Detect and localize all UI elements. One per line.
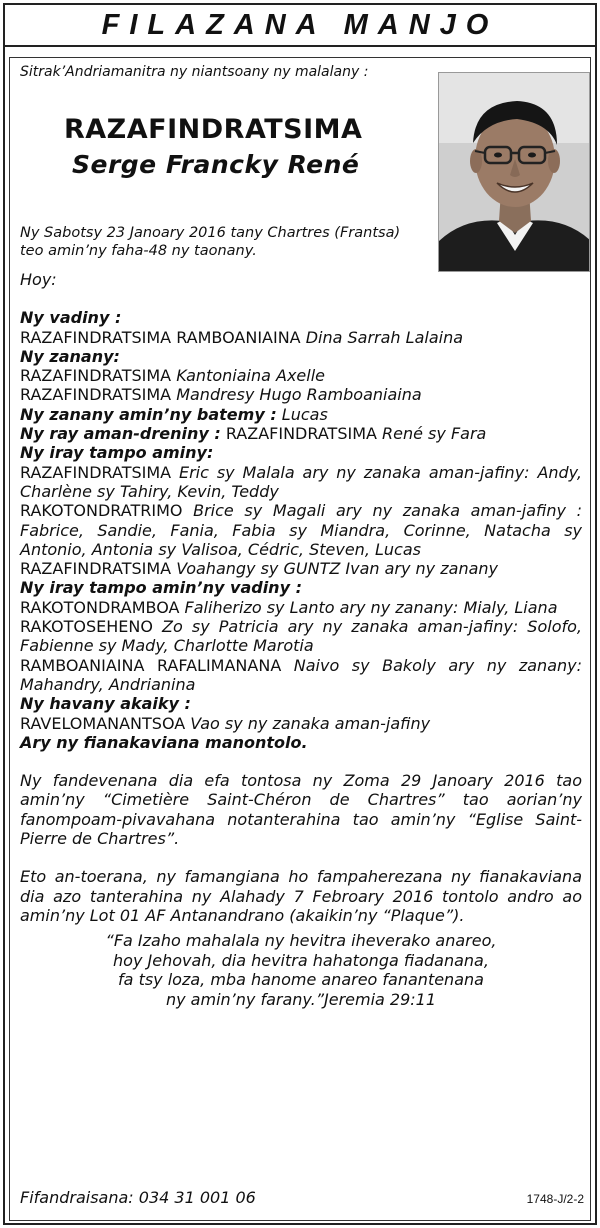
contact-phone: Fifandraisana: 034 31 001 06: [20, 1188, 256, 1207]
quote-line: “Fa Izaho mahalala ny hevitra iheverako anareo,: [105, 931, 497, 951]
notice-title: FILAZANA MANJO: [101, 8, 499, 41]
family-member-entry: RAKOTONDRATRIMO Brice sy Magali ary ny zanaka aman-jafiny : Fabrice, Sandie, Fania, Fabia sy Miandra, Corinne, Natacha sy Antonio, Antonia sy Valisoa, Cédric, Steven, Lucas: [20, 501, 582, 559]
family-member-entry: RAZAFINDRATSIMA Voahangy sy GUNTZ Ivan ary ny zanany: [20, 559, 498, 579]
family-group-label: Ny ray aman-dreniny : RAZAFINDRATSIMA René sy Fara: [20, 424, 487, 444]
family-member-entry: RAKOTOSEHENO Zo sy Patricia ary ny zanaka aman-jafiny: Solofo, Fabienne sy Mady, Charlotte Marotia: [20, 617, 582, 656]
family-member-entry: RAZAFINDRATSIMA Eric sy Malala ary ny zanaka aman-jafiny: Andy, Charlène sy Tahiry, Kevin, Teddy: [20, 462, 582, 501]
intro-text: Sitrak’Andriamanitra ny niantsoany ny malalany :: [20, 64, 369, 80]
hoy-label: Hoy:: [20, 270, 57, 289]
notice-body: [9, 57, 591, 1221]
family-member-entry: RAVELOMANANTSOA Vao sy ny zanaka aman-jafiny: [20, 713, 431, 733]
notice-frame: [3, 3, 597, 1225]
death-line-1: Ny Sabotsy 23 Janoary 2016 tany Chartres (Frantsa): [20, 225, 401, 241]
deceased-surname: RAZAFINDRATSIMA: [64, 114, 363, 145]
death-line-2: teo amin’ny faha-48 ny taonany.: [20, 243, 257, 259]
family-group-label: Ny zanany:: [20, 346, 120, 366]
family-member-entry: RAZAFINDRATSIMA Kantoniaina Axelle: [20, 366, 325, 386]
notice-footer: [20, 1188, 584, 1207]
family-member-entry: RAMBOANIAINA RAFALIMANANA Naivo sy Bakoly ary ny zanany: Mahandry, Andrianina: [20, 655, 583, 694]
quote-line: ny amin’ny farany.”Jeremia 29:11: [165, 989, 437, 1009]
family-group-label: Ny iray tampo aminy:: [20, 443, 214, 463]
death-notice: [20, 224, 432, 260]
quote-line: fa tsy loza, mba hanome anareo fanantenana: [118, 970, 484, 990]
family-group-label: Ny iray tampo amin’ny vadiny :: [20, 578, 302, 598]
deceased-portrait: [438, 72, 590, 272]
bible-quote: [20, 931, 582, 1009]
family-list: [20, 308, 582, 752]
deceased-given-names: Serge Francky René: [72, 150, 360, 179]
reference-code: 1748-J/2-2: [526, 1192, 584, 1206]
notice-main-text: [20, 270, 582, 1010]
family-group-label: Ny vadiny :: [20, 308, 122, 328]
funeral-paragraph: Ny fandevenana dia efa tontosa ny Zoma 29 Janoary 2016 tao amin’ny “Cimetière Saint-Chéron de Chartres” tao aorian’ny fanompoam-pivavahana notanterahina tao amin’ny “Eglise Saint-Pierre de Chartres”.: [20, 771, 582, 849]
family-group-label: Ny zanany amin’ny batemy : Lucas: [20, 404, 328, 424]
family-member-entry: RAKOTONDRAMBOA Faliherizo sy Lanto ary ny zanany: Mialy, Liana: [20, 597, 558, 617]
family-group-label: Ny havany akaiky :: [20, 694, 191, 714]
family-group-label: Ary ny fianakaviana manontolo.: [20, 732, 308, 752]
notice-header: [5, 5, 595, 47]
condolence-paragraph: Eto an-toerana, ny famangiana ho fampaherezana ny fianakaviana dia azo tanterahina ny Alahady 7 Febroary 2016 tontolo andro ao amin’ny Lot 01 AF Antanandrano (akaikin’ny “Plaque”).: [20, 867, 582, 925]
portrait-image: [439, 73, 590, 272]
quote-line: hoy Jehovah, dia hevitra hahatonga fiadanana,: [113, 950, 489, 970]
family-member-entry: RAZAFINDRATSIMA Mandresy Hugo Ramboaniaina: [20, 385, 422, 405]
family-member-entry: RAZAFINDRATSIMA RAMBOANIAINA Dina Sarrah Lalaina: [20, 327, 464, 347]
